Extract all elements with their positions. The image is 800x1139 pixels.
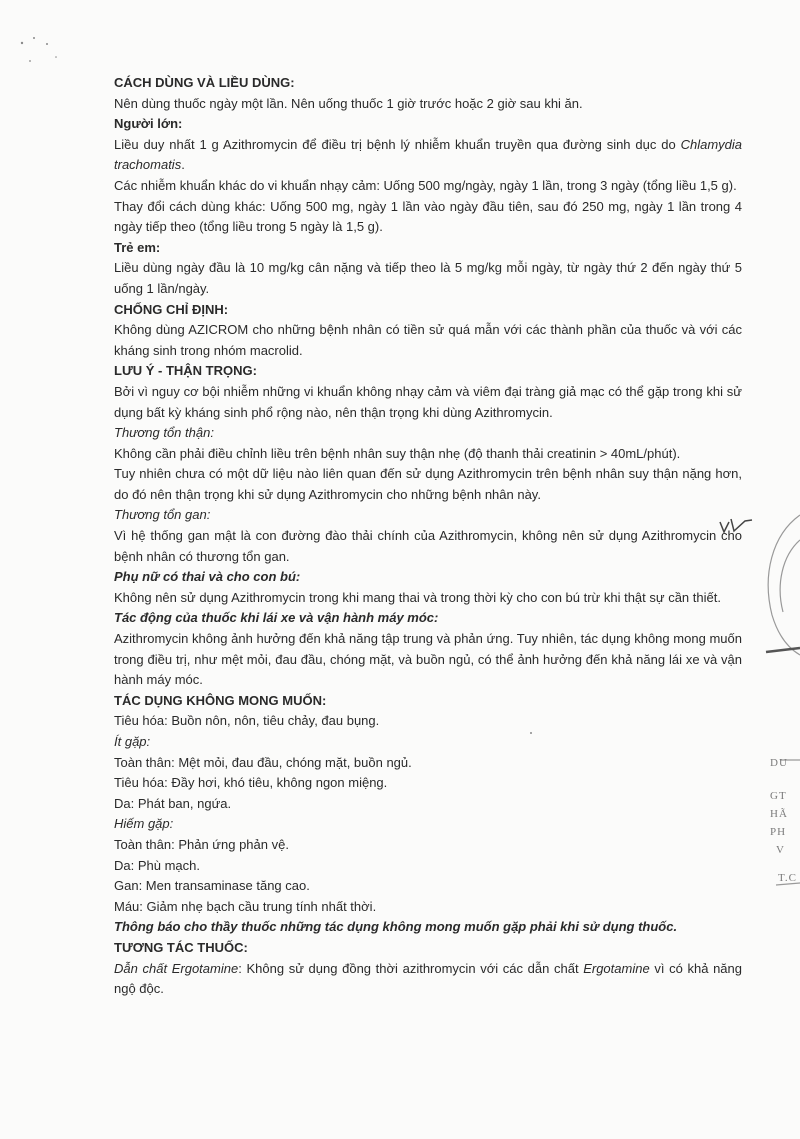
body-paragraph: Không dùng AZICROM cho những bệnh nhân có tiền sử quá mẫn với các thành phần của thuốc và với các kháng sinh trong nhóm macrolid. [114,322,742,358]
bold-italic-subheading: Phụ nữ có thai và cho con bú: [114,569,301,585]
section-heading: CÁCH DÙNG VÀ LIỀU DÙNG: [114,75,295,90]
margin-stamp-line: T.C [778,872,797,884]
italic-term: Ergotamine [583,960,650,976]
body-paragraph: Gan: Men transaminase tăng cao. [114,878,310,894]
margin-stamp-line: PH [770,826,787,838]
body-paragraph: Da: Phù mạch. [114,857,200,873]
italic-subheading: Hiếm gặp: [114,816,174,832]
body-paragraph: Các nhiễm khuẩn khác do vi khuẩn nhạy cảm: Uống 500 mg/ngày, ngày 1 lần, trong 3 ngày (tổng liều 1,5 g). [114,177,737,193]
text-run: . [181,157,185,173]
margin-stamp-line: HÃ [770,808,788,820]
italic-subheading: Ít gặp: [114,734,151,749]
leaflet-body [114,73,742,1000]
section-heading: CHỐNG CHỈ ĐỊNH: [114,301,229,317]
body-paragraph: Tiêu hóa: Buồn nôn, nôn, tiêu chảy, đau bụng. [114,713,380,729]
section-heading: TƯƠNG TÁC THUỐC: [114,939,248,955]
body-paragraph: Azithromycin không ảnh hưởng đến khả năng tập trung và phản ứng. Tuy nhiên, tác dụng không mong muốn trong điều trị, như mệt mỏi, đau đầu, chóng mặt, và buồn ngủ, có thể ảnh hưởng đến khả năng lái xe và vận hành máy móc. [114,631,742,688]
italic-subheading: Thương tổn thận: [114,425,214,441]
body-paragraph: Vì hệ thống gan mật là con đường đào thải chính của Azithromycin, không nên sử dụng Azithromycin cho bệnh nhân có thương tổn gan. [114,528,742,564]
body-paragraph: Máu: Giảm nhẹ bạch cầu trung tính nhất thời. [114,898,377,914]
body-paragraph: Nên dùng thuốc ngày một lần. Nên uống thuốc 1 giờ trước hoặc 2 giờ sau khi ăn. [114,95,583,111]
bold-italic-subheading: Tác động của thuốc khi lái xe và vận hành máy móc: [114,610,439,626]
margin-stamp-line: DU [770,757,788,769]
italic-term: Dẫn chất Ergotamine [114,960,239,976]
text-run: vì có khả năng ngộ độc. [114,960,742,997]
body-paragraph: Liều dùng ngày đầu là 10 mg/kg cân nặng và tiếp theo là 5 mg/kg mỗi ngày, từ ngày thứ 2 đến ngày thứ 5 uống 1 lần/ngày. [114,260,742,296]
body-paragraph: Tuy nhiên chưa có một dữ liệu nào liên quan đến sử dụng Azithromycin trên bệnh nhân suy thận nặng hơn, do đó nên thận trọng khi sử dụng Azithromycin cho những bệnh nhân này. [114,466,742,502]
body-paragraph: Da: Phát ban, ngứa. [114,795,232,811]
italic-subheading: Thương tổn gan: [114,507,211,523]
margin-stamp-line: GT [770,790,787,802]
italic-term: Chlamydia trachomatis [114,136,742,173]
margin-stamp-line: V [776,844,785,856]
subsection-heading: Trẻ em: [114,239,161,255]
body-paragraph: Tiêu hóa: Đầy hơi, khó tiêu, không ngon miệng. [114,775,388,791]
section-heading: TÁC DỤNG KHÔNG MONG MUỐN: [114,692,327,708]
body-paragraph: Toàn thân: Phản ứng phản vệ. [114,836,289,852]
text-run: Liều duy nhất 1 g Azithromycin để điều trị bệnh lý nhiễm khuẩn truyền qua đường sinh dục do [114,136,681,152]
bold-italic-subheading: Thông báo cho thầy thuốc những tác dụng không mong muốn gặp phải khi sử dụng thuốc. [114,919,678,935]
section-heading: LƯU Ý - THẬN TRỌNG: [114,363,257,379]
body-paragraph: Không nên sử dụng Azithromycin trong khi mang thai và trong thời kỳ cho con bú trừ khi thật sự cần thiết. [114,589,721,605]
subsection-heading: Người lớn: [114,116,183,132]
body-paragraph: Thay đổi cách dùng khác: Uống 500 mg, ngày 1 lần vào ngày đầu tiên, sau đó 250 mg, ngày 1 lần trong 4 ngày tiếp theo (tổng liều trong 5 ngày là 1,5 g). [114,198,742,235]
body-paragraph: Bởi vì nguy cơ bội nhiễm những vi khuẩn không nhạy cảm và viêm đại tràng giả mạc có thể gặp trong khi sử dụng bất kỳ kháng sinh phổ rộng nào, nên thận trọng khi dùng Azithromycin. [114,383,742,420]
body-paragraph: Toàn thân: Mệt mỏi, đau đầu, chóng mặt, buồn ngủ. [114,754,412,770]
body-paragraph [114,135,742,176]
text-run: : Không sử dụng đồng thời azithromycin với các dẫn chất [238,960,584,976]
body-paragraph [114,959,742,1000]
body-paragraph: Không cần phải điều chỉnh liều trên bệnh nhân suy thận nhẹ (độ thanh thải creatinin > 40mL/phút). [114,445,681,461]
